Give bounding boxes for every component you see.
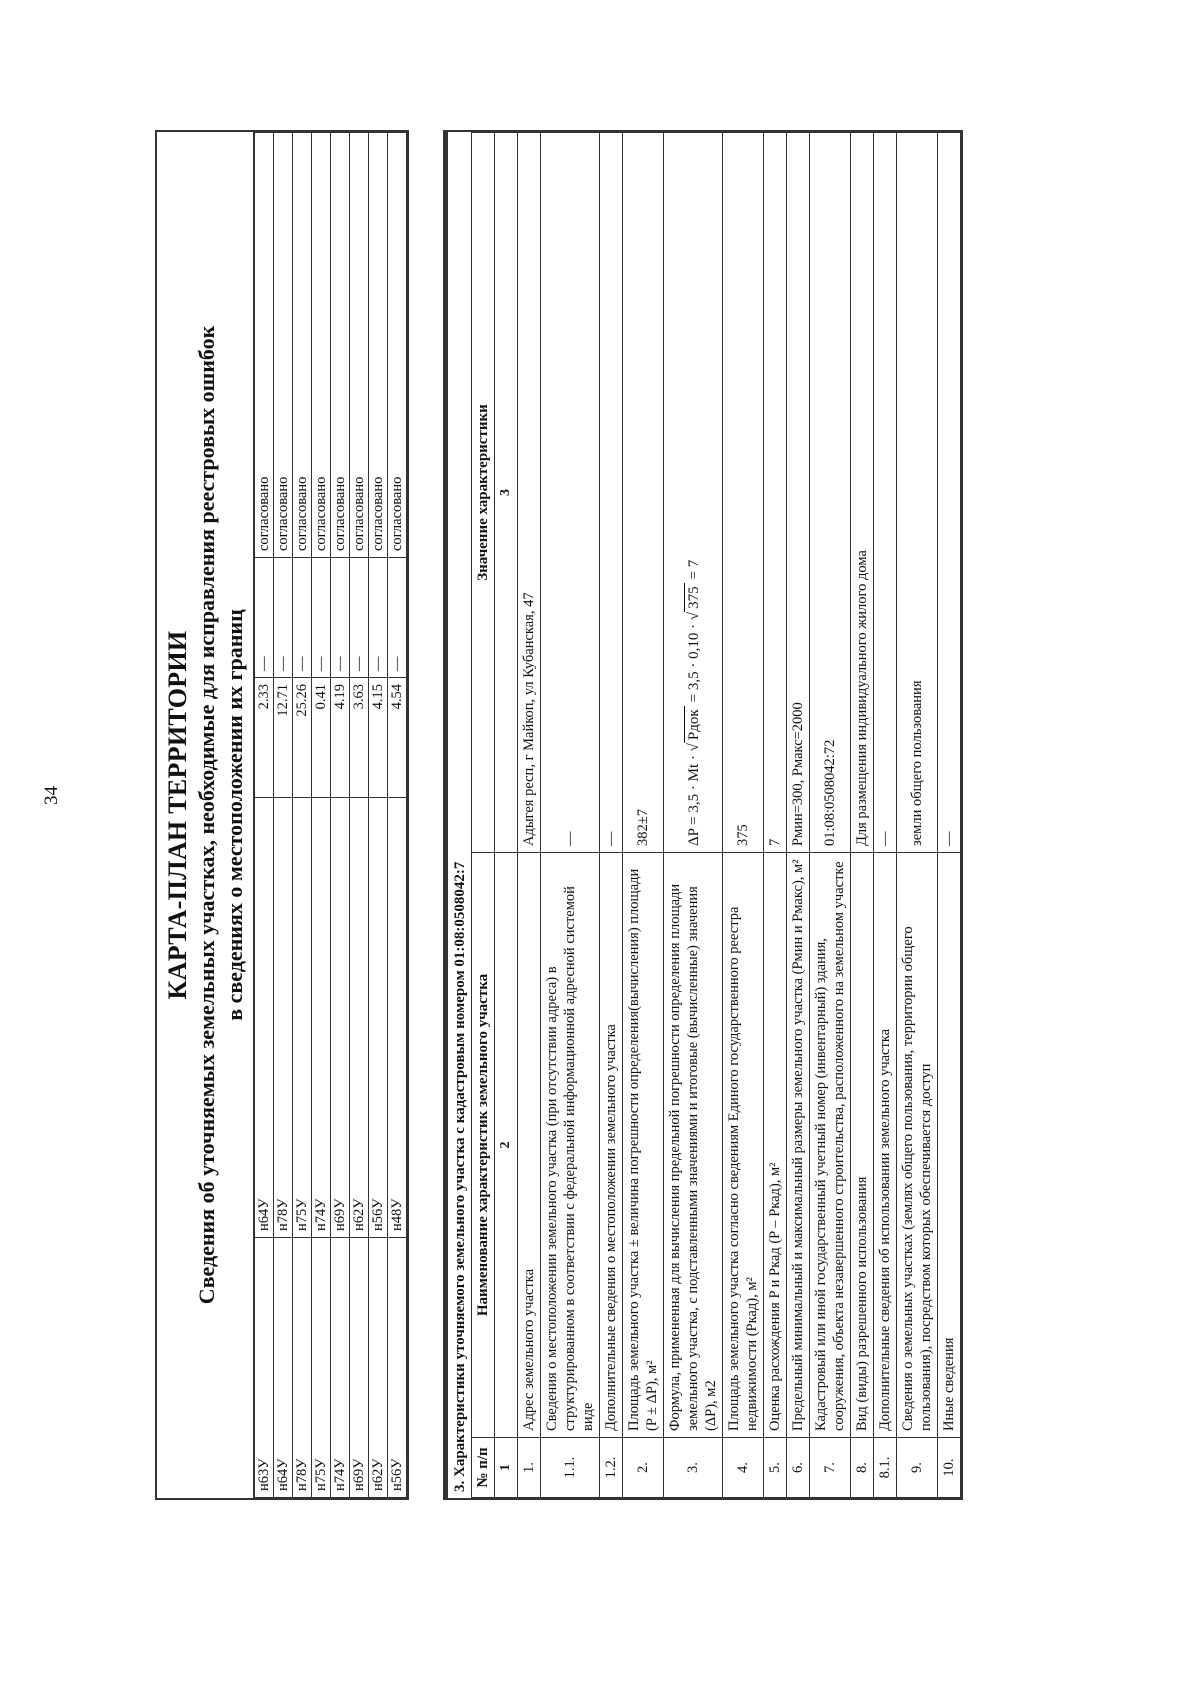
point-from: н74У [331,1238,350,1498]
row-number: 2. [623,1438,664,1498]
characteristic-name: Кадастровый или иной государственный учетный номер (инвентарный) здания, сооружения, объекта незавершенного строительства, расположенного на земельном участке [810,853,851,1438]
formula-middle: = 3,5 · 0,10 · [685,623,702,703]
characteristic-value: 7 [764,133,787,853]
characteristic-row [874,133,897,1498]
point-to: н64У [255,798,274,1238]
row-number: 1.1. [541,1438,600,1498]
characteristic-name: Сведения о земельных участках (землях общего пользования, территории общего пользования), посредством которых обеспечивается доступ [897,853,938,1438]
row-number: 8. [851,1438,874,1498]
characteristic-row [938,133,961,1498]
area-error-formula [686,560,702,846]
characteristic-value [664,133,723,853]
characteristic-name: Адрес земельного участка [518,853,541,1438]
characteristic-name: Сведения о местоположении земельного участка (при отсутствии адреса) в структурированном в соответствии с федеральной информационной адресной системой виде [541,853,600,1438]
agreement-status: согласовано [293,133,312,558]
header-number: № п/п [472,1438,495,1498]
characteristic-row [723,133,764,1498]
row-number: 10. [938,1438,961,1498]
boundary-row [331,133,350,1498]
row-number: 1.2. [600,1438,623,1498]
characteristic-value: 382±7 [623,133,664,853]
header-name: Наименование характеристик земельного участка [472,853,495,1438]
segment-length: 4.15 [369,678,388,798]
point-from: н75У [312,1238,331,1498]
boundary-row [350,133,369,1498]
characteristic-value: — [938,133,961,853]
row-number: 8.1. [874,1438,897,1498]
characteristic-name: Дополнительные сведения об использовании земельного участка [874,853,897,1438]
empty-cell: — [369,558,388,678]
formula-sqrt-symbol: √ [685,743,702,756]
characteristic-row [787,133,810,1498]
characteristic-row [664,133,723,1498]
characteristic-value: 01:08:0508042:72 [810,133,851,853]
characteristic-name: Оценка расхождения P и Pкад (P – Pкад), м² [764,853,787,1438]
empty-cell: — [350,558,369,678]
characteristic-name: Площадь земельного участка согласно сведениям Единого государственного реестра недвижимости (Pкад), м² [723,853,764,1438]
boundary-row [274,133,293,1498]
section3-caption: 3. Характеристики уточняемого земельного участка с кадастровым номером 01:08:0508042:7 [445,132,471,1498]
agreement-status: согласовано [312,133,331,558]
empty-cell: — [293,558,312,678]
subtitle-line-2: в сведениях о местоположении их границ [222,609,247,1021]
empty-cell: — [255,558,274,678]
boundary-row [369,133,388,1498]
point-to: н74У [312,798,331,1238]
characteristic-row [810,133,851,1498]
agreement-status: согласовано [369,133,388,558]
segment-length: 12.71 [274,678,293,798]
title-block [157,132,254,1498]
agreement-status: согласовано [255,133,274,558]
formula-radicand-2: 375 [684,583,703,612]
characteristic-value: Адыгея респ, г Майкоп, ул Кубанская, 47 [518,133,541,853]
point-to: н56У [369,798,388,1238]
characteristics-table [471,132,961,1498]
point-to: н48У [388,798,407,1238]
formula-radicand: Pдок [684,706,703,743]
boundary-table [254,132,407,1498]
characteristic-name: Формула, примененная для вычисления предельной погрешности определения площади земельного участка, с подставленными значениями и итоговые (вычисленные) значения (ΔP), м2 [664,853,723,1438]
segment-length: 2.33 [255,678,274,798]
agreement-status: согласовано [388,133,407,558]
point-from: н78У [293,1238,312,1498]
document-frame [155,130,409,1500]
header-value: Значение характеристики [472,133,495,853]
characteristic-name: Площадь земельного участка ± величина погрешности определения(вычисления) площади (P ± ΔP), м² [623,853,664,1438]
characteristic-value: 375 [723,133,764,853]
characteristic-name: Вид (виды) разрешенного использования [851,853,874,1438]
header-row [472,133,495,1498]
characteristic-row [600,133,623,1498]
boundary-row [293,133,312,1498]
point-from: н69У [350,1238,369,1498]
row-number: 6. [787,1438,810,1498]
boundary-row [255,133,274,1498]
characteristic-value: Для размещения индивидуального жилого дома [851,133,874,853]
index-3: 3 [495,133,518,853]
segment-length: 4.19 [331,678,350,798]
row-number: 5. [764,1438,787,1498]
characteristic-value: — [541,133,600,853]
point-from: н56У [388,1238,407,1498]
characteristic-value: Pмин=300, Pмакс=2000 [787,133,810,853]
boundary-row [312,133,331,1498]
row-number: 7. [810,1438,851,1498]
characteristic-value: — [600,133,623,853]
empty-cell: — [388,558,407,678]
page-number: 34 [41,786,62,805]
empty-cell: — [312,558,331,678]
characteristic-row [623,133,664,1498]
index-1: 1 [495,1438,518,1498]
empty-cell: — [331,558,350,678]
point-from: н62У [369,1238,388,1498]
row-number: 3. [664,1438,723,1498]
page-title: КАРТА-ПЛАН ТЕРРИТОРИИ [163,630,192,1000]
point-to: н78У [274,798,293,1238]
agreement-status: согласовано [331,133,350,558]
subtitle-line-1: Сведения об уточняемых земельных участках, необходимые для исправления реестровых ошибок [194,325,219,1305]
point-to: н62У [350,798,369,1238]
characteristic-name: Предельный минимальный и максимальный размеры земельного участка (Pмин и Pмакс), м² [787,853,810,1438]
empty-cell: — [274,558,293,678]
formula-result: = 7 [685,559,702,580]
point-to: н75У [293,798,312,1238]
index-row [495,133,518,1498]
characteristic-value: земли общего пользования [897,133,938,853]
index-2: 2 [495,853,518,1438]
characteristic-row [851,133,874,1498]
formula-left: ΔP = 3,5 · Mt · [685,755,702,846]
point-from: н64У [274,1238,293,1498]
rotated-page-content [155,130,1105,1500]
characteristic-value: — [874,133,897,853]
characteristic-name: Дополнительные сведения о местоположении земельного участка [600,853,623,1438]
point-to: н69У [331,798,350,1238]
segment-length: 4.54 [388,678,407,798]
point-from: н63У [255,1238,274,1498]
agreement-status: согласовано [350,133,369,558]
row-number: 4. [723,1438,764,1498]
characteristic-row [518,133,541,1498]
row-number: 9. [897,1438,938,1498]
segment-length: 3.63 [350,678,369,798]
characteristic-name: Иные сведения [938,853,961,1438]
section3-frame [443,130,963,1500]
characteristic-row [541,133,600,1498]
formula-sqrt-symbol-2: √ [685,611,702,624]
segment-length: 25.26 [293,678,312,798]
segment-length: 0.41 [312,678,331,798]
boundary-row [388,133,407,1498]
characteristic-row [897,133,938,1498]
row-number: 1. [518,1438,541,1498]
agreement-status: согласовано [274,133,293,558]
characteristic-row [764,133,787,1498]
